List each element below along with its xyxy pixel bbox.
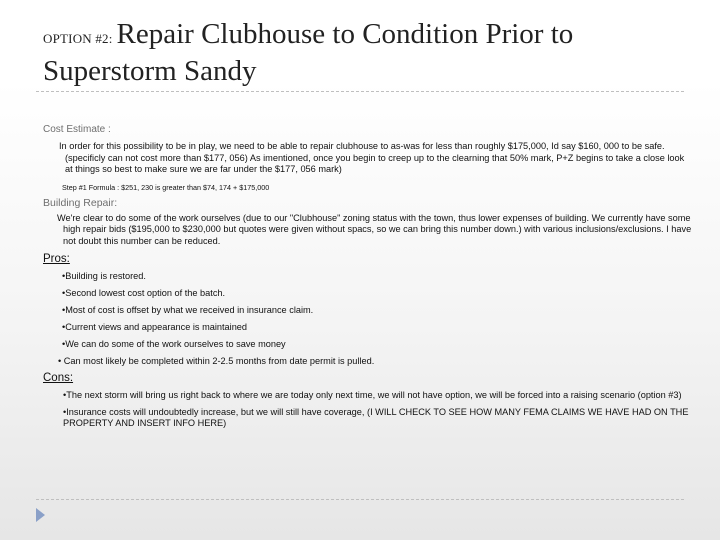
cons-item: •Insurance costs will undoubtedly increase, but we will still have coverage, (I WILL CHECK TO SEE HOW MANY FEMA CLAIMS WE HAVE HAD ON THE PROPERTY AND INSERT INFO HERE)	[63, 406, 689, 428]
pros-item: •Most of cost is offset by what we received in insurance claim.	[62, 304, 314, 315]
pros-item: • Can most likely be completed within 2-2.5 months from date permit is pulled.	[58, 355, 375, 366]
pros-item: •Current views and appearance is maintained	[62, 321, 248, 332]
pros-item: •Building is restored.	[62, 270, 146, 281]
cost-estimate-heading: Cost Estimate :	[43, 124, 111, 135]
title-prefix: OPTION #2:	[43, 31, 113, 46]
pros-list	[43, 271, 693, 368]
bottom-divider	[36, 499, 684, 500]
cons-list	[43, 390, 693, 430]
slide-title	[43, 18, 703, 88]
next-slide-arrow-icon[interactable]	[36, 508, 45, 522]
cost-formula: Step #1 Formula : $251, 230 is greater than $74, 174 + $175,000	[62, 182, 270, 192]
cons-item: •The next storm will bring us right back to where we are today only next time, we will not have option, we will be forced into a raising scenario (option #3)	[63, 389, 682, 400]
pros-item: •Second lowest cost option of the batch.	[62, 287, 226, 298]
building-repair-heading: Building Repair:	[43, 196, 118, 209]
pros-item: •We can do some of the work ourselves to save money	[62, 338, 286, 349]
slide-body	[43, 124, 693, 430]
cost-estimate-paragraph: In order for this possibility to be in play, we need to be able to repair clubhouse to as-was for less than roughly $175,000, Id say $160, 000 to be safe. (specificly can not cost more than $177, 056) As imentioned, once you begin to creep up to the clearning that 50% mark, P+Z begins to take a close look at things so best to make sure we are far under the $177, 056 mark)	[59, 141, 685, 174]
top-divider	[36, 91, 684, 92]
building-repair-paragraph: We're clear to do some of the work ourselves (due to our "Clubhouse" zoning status with the town, thus lower expenses of building. We currently have some high repair bids ($195,000 to $230,000 but quotes were given without spacs, so we can bring this number down.) with various inclusions/exclusions. I have not doubt this number can be reduced.	[57, 212, 692, 246]
pros-heading: Pros:	[43, 253, 70, 265]
cons-heading: Cons:	[43, 372, 74, 384]
title-main: Repair Clubhouse to Condition Prior to Superstorm Sandy	[43, 18, 574, 87]
